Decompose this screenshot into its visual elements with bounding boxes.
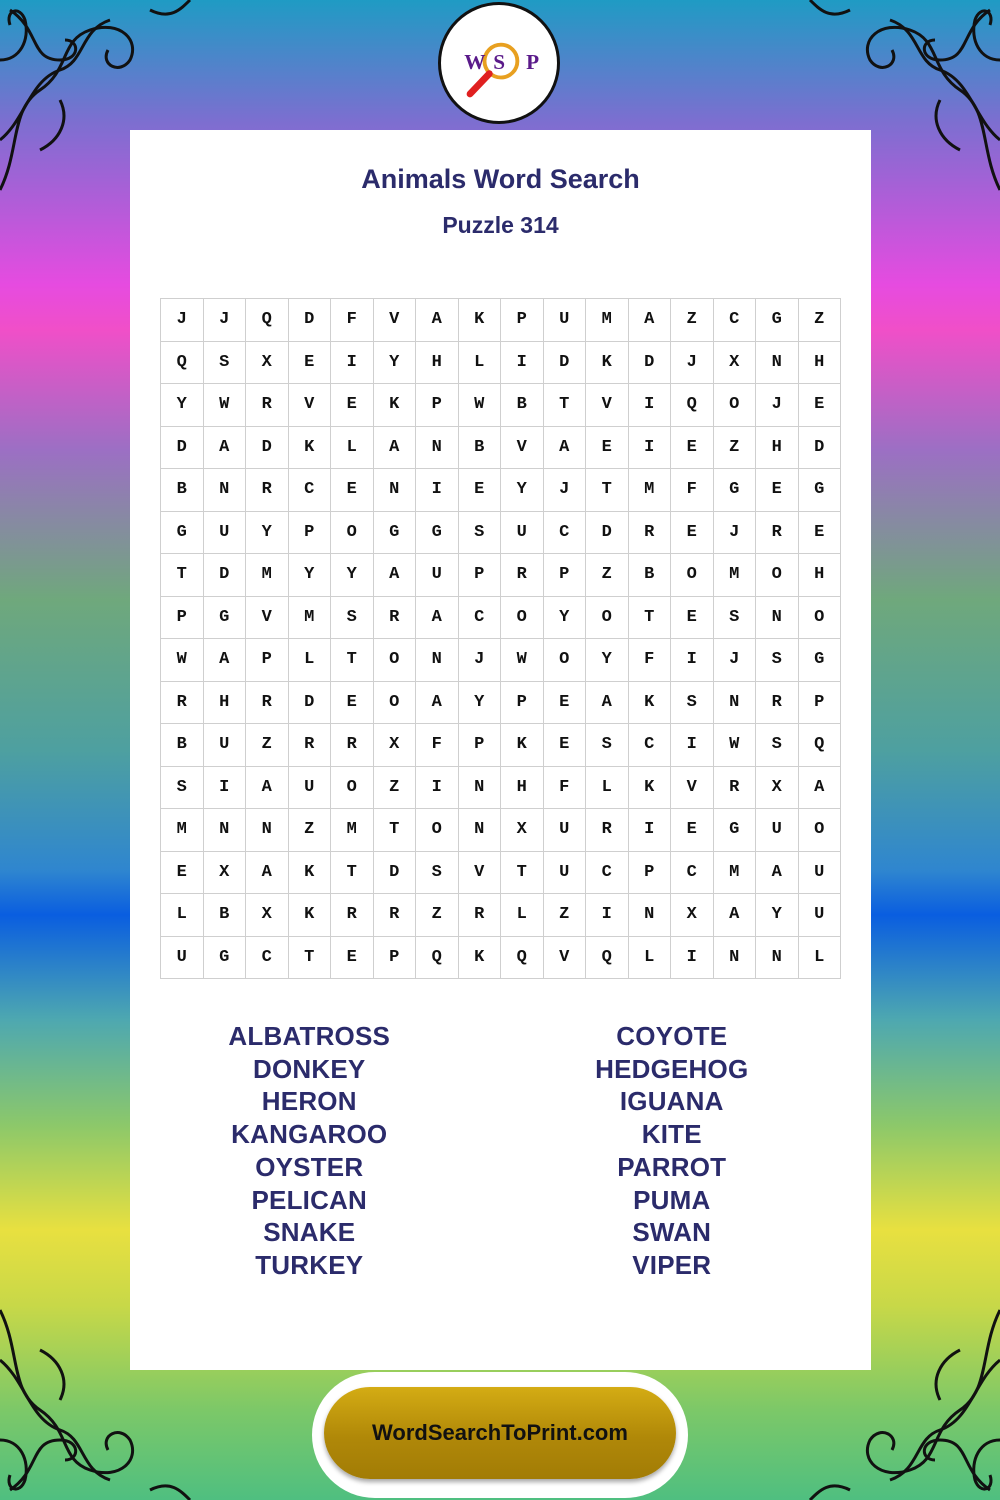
grid-cell[interactable]: N [756, 597, 799, 640]
grid-cell[interactable]: P [459, 554, 502, 597]
grid-cell[interactable]: K [374, 384, 417, 427]
grid-cell[interactable]: N [756, 937, 799, 980]
page-title: Animals Word Search [361, 164, 640, 194]
grid-cell[interactable]: W [714, 724, 757, 767]
grid-cell[interactable]: I [671, 937, 714, 980]
logo-letter-w: W [464, 49, 486, 74]
grid-cell[interactable]: L [161, 894, 204, 937]
grid-cell[interactable]: X [374, 724, 417, 767]
grid-cell[interactable]: I [586, 894, 629, 937]
grid-cell[interactable]: A [374, 427, 417, 470]
grid-cell[interactable]: R [246, 469, 289, 512]
grid-cell[interactable]: B [629, 554, 672, 597]
grid-cell[interactable]: J [204, 299, 247, 342]
grid-cell[interactable]: Z [544, 894, 587, 937]
grid-cell[interactable]: R [586, 809, 629, 852]
grid-cell[interactable]: C [714, 299, 757, 342]
grid-cell[interactable]: F [416, 724, 459, 767]
word-list-item: KANGAROO [231, 1119, 388, 1150]
grid-cell[interactable]: U [799, 852, 842, 895]
grid-cell[interactable]: C [629, 724, 672, 767]
grid-cell[interactable]: T [374, 809, 417, 852]
grid-cell[interactable]: O [416, 809, 459, 852]
grid-cell[interactable]: Y [459, 682, 502, 725]
grid-cell[interactable]: V [544, 937, 587, 980]
grid-cell[interactable]: I [629, 384, 672, 427]
grid-cell[interactable]: G [799, 639, 842, 682]
grid-cell[interactable]: Q [799, 724, 842, 767]
grid-cell[interactable]: H [756, 427, 799, 470]
grid-cell[interactable]: S [756, 724, 799, 767]
grid-cell[interactable]: O [331, 512, 374, 555]
word-list-item: COYOTE [616, 1021, 728, 1051]
grid-cell[interactable]: J [544, 469, 587, 512]
grid-cell[interactable]: D [799, 427, 842, 470]
grid-cell[interactable]: T [629, 597, 672, 640]
grid-cell[interactable]: R [161, 682, 204, 725]
grid-cell[interactable]: D [289, 682, 332, 725]
grid-cell[interactable]: G [204, 937, 247, 980]
grid-cell[interactable]: K [629, 682, 672, 725]
grid-cell[interactable]: E [331, 384, 374, 427]
grid-cell[interactable]: M [586, 299, 629, 342]
grid-cell[interactable]: Z [246, 724, 289, 767]
grid-cell[interactable]: N [204, 469, 247, 512]
grid-cell[interactable]: E [671, 427, 714, 470]
grid-cell[interactable]: N [714, 682, 757, 725]
grid-cell[interactable]: E [671, 597, 714, 640]
grid-cell[interactable]: R [374, 597, 417, 640]
grid-cell[interactable]: S [416, 852, 459, 895]
grid-cell[interactable]: A [204, 639, 247, 682]
grid-cell[interactable]: N [204, 809, 247, 852]
grid-cell[interactable]: T [331, 639, 374, 682]
grid-cell[interactable]: O [331, 767, 374, 810]
grid-cell[interactable]: M [714, 554, 757, 597]
grid-cell[interactable]: S [331, 597, 374, 640]
grid-cell[interactable]: I [629, 809, 672, 852]
grid-cell[interactable]: Z [289, 809, 332, 852]
word-list-item: HERON [261, 1086, 357, 1117]
grid-cell[interactable]: L [586, 767, 629, 810]
letter-grid [160, 298, 841, 979]
grid-cell[interactable]: A [714, 894, 757, 937]
grid-cell[interactable]: I [331, 342, 374, 385]
grid-cell[interactable]: M [714, 852, 757, 895]
grid-cell[interactable]: A [374, 554, 417, 597]
grid-cell[interactable]: M [629, 469, 672, 512]
grid-cell[interactable]: D [374, 852, 417, 895]
grid-cell[interactable]: D [544, 342, 587, 385]
puzzle-sheet [130, 130, 871, 1370]
grid-cell[interactable]: E [799, 384, 842, 427]
grid-cell[interactable]: G [756, 299, 799, 342]
grid-cell[interactable]: Y [756, 894, 799, 937]
grid-cell[interactable]: B [161, 469, 204, 512]
grid-cell[interactable]: C [289, 469, 332, 512]
word-list-item: DONKEY [253, 1053, 366, 1084]
grid-cell[interactable]: C [586, 852, 629, 895]
word-list-item: PELICAN [251, 1184, 368, 1215]
grid-cell[interactable]: M [331, 809, 374, 852]
grid-cell[interactable]: Z [799, 299, 842, 342]
grid-cell[interactable]: B [459, 427, 502, 470]
grid-cell[interactable]: V [289, 384, 332, 427]
grid-cell[interactable]: A [544, 427, 587, 470]
grid-cell[interactable]: X [501, 809, 544, 852]
grid-cell[interactable]: Q [586, 937, 629, 980]
grid-cell[interactable]: Y [374, 342, 417, 385]
grid-cell[interactable]: J [671, 342, 714, 385]
grid-cell[interactable]: S [756, 639, 799, 682]
grid-cell[interactable]: C [544, 512, 587, 555]
grid-cell[interactable]: Z [671, 299, 714, 342]
grid-cell[interactable]: W [459, 384, 502, 427]
grid-cell[interactable]: V [671, 767, 714, 810]
grid-cell[interactable]: N [629, 894, 672, 937]
grid-cell[interactable]: V [246, 597, 289, 640]
wsp-logo [438, 2, 560, 124]
grid-cell[interactable]: J [714, 639, 757, 682]
grid-cell[interactable]: K [501, 724, 544, 767]
grid-cell[interactable]: N [714, 937, 757, 980]
grid-cell[interactable]: U [289, 767, 332, 810]
grid-cell[interactable]: E [331, 469, 374, 512]
grid-cell[interactable]: R [246, 384, 289, 427]
grid-cell[interactable]: Y [586, 639, 629, 682]
grid-cell[interactable]: T [586, 469, 629, 512]
grid-cell[interactable]: I [671, 724, 714, 767]
grid-cell[interactable]: O [374, 682, 417, 725]
grid-cell[interactable]: L [501, 894, 544, 937]
grid-cell[interactable]: A [416, 597, 459, 640]
grid-cell[interactable]: D [629, 342, 672, 385]
grid-cell[interactable]: N [416, 639, 459, 682]
grid-cell[interactable]: G [714, 469, 757, 512]
grid-cell[interactable]: F [671, 469, 714, 512]
grid-cell[interactable]: J [756, 384, 799, 427]
grid-cell[interactable]: S [459, 512, 502, 555]
grid-cell[interactable]: P [799, 682, 842, 725]
word-list-item: HEDGEHOG [595, 1053, 749, 1084]
grid-cell[interactable]: S [714, 597, 757, 640]
grid-cell[interactable]: P [501, 299, 544, 342]
grid-cell[interactable]: A [204, 427, 247, 470]
grid-cell[interactable]: H [501, 767, 544, 810]
grid-cell[interactable]: G [374, 512, 417, 555]
grid-cell[interactable]: D [246, 427, 289, 470]
grid-cell[interactable]: B [161, 724, 204, 767]
grid-cell[interactable]: P [629, 852, 672, 895]
grid-cell[interactable]: K [289, 852, 332, 895]
grid-cell[interactable]: E [756, 469, 799, 512]
grid-cell[interactable]: R [756, 682, 799, 725]
grid-cell[interactable]: N [459, 809, 502, 852]
logo-letter-p: P [526, 49, 540, 74]
grid-cell[interactable]: U [544, 299, 587, 342]
grid-cell[interactable]: F [629, 639, 672, 682]
grid-cell[interactable]: S [586, 724, 629, 767]
grid-cell[interactable]: R [501, 554, 544, 597]
grid-cell[interactable]: N [374, 469, 417, 512]
grid-cell[interactable]: L [629, 937, 672, 980]
grid-cell[interactable]: D [161, 427, 204, 470]
grid-cell[interactable]: M [246, 554, 289, 597]
grid-cell[interactable]: N [416, 427, 459, 470]
grid-cell[interactable]: R [331, 724, 374, 767]
grid-cell[interactable]: U [501, 512, 544, 555]
grid-cell[interactable]: U [799, 894, 842, 937]
grid-cell[interactable]: M [161, 809, 204, 852]
grid-cell[interactable]: I [629, 427, 672, 470]
site-banner[interactable] [324, 1387, 676, 1479]
grid-cell[interactable]: E [331, 682, 374, 725]
grid-cell[interactable]: Y [289, 554, 332, 597]
grid-cell[interactable]: K [289, 894, 332, 937]
grid-cell[interactable]: E [586, 427, 629, 470]
grid-cell[interactable]: E [331, 937, 374, 980]
grid-cell[interactable]: Z [374, 767, 417, 810]
grid-cell[interactable]: H [204, 682, 247, 725]
grid-cell[interactable]: K [629, 767, 672, 810]
grid-cell[interactable]: Q [246, 299, 289, 342]
grid-cell[interactable]: A [246, 767, 289, 810]
grid-cell[interactable]: Z [416, 894, 459, 937]
grid-cell[interactable]: K [586, 342, 629, 385]
word-list-item: SWAN [632, 1217, 712, 1248]
grid-cell[interactable]: E [799, 512, 842, 555]
grid-cell[interactable]: G [204, 597, 247, 640]
grid-cell[interactable]: N [246, 809, 289, 852]
grid-cell[interactable]: R [331, 894, 374, 937]
grid-cell[interactable]: E [544, 724, 587, 767]
grid-cell[interactable]: D [289, 299, 332, 342]
grid-cell[interactable]: X [246, 342, 289, 385]
grid-cell[interactable]: T [544, 384, 587, 427]
grid-cell[interactable]: V [501, 427, 544, 470]
grid-cell[interactable]: X [246, 894, 289, 937]
grid-cell[interactable]: E [459, 469, 502, 512]
grid-cell[interactable]: R [629, 512, 672, 555]
grid-cell[interactable]: L [289, 639, 332, 682]
grid-cell[interactable]: O [374, 639, 417, 682]
grid-cell[interactable]: N [756, 342, 799, 385]
grid-cell[interactable]: T [501, 852, 544, 895]
word-list-item: PARROT [617, 1151, 727, 1182]
grid-cell[interactable]: A [799, 767, 842, 810]
grid-cell[interactable]: C [459, 597, 502, 640]
grid-cell[interactable]: D [586, 512, 629, 555]
grid-cell[interactable]: G [714, 809, 757, 852]
grid-cell[interactable]: Y [501, 469, 544, 512]
grid-cell[interactable]: T [161, 554, 204, 597]
word-list-right [487, 1020, 858, 1282]
grid-cell[interactable]: C [671, 852, 714, 895]
grid-cell[interactable]: U [544, 809, 587, 852]
grid-cell[interactable]: R [289, 724, 332, 767]
grid-cell[interactable]: O [714, 384, 757, 427]
word-list-item: VIPER [632, 1249, 712, 1280]
grid-cell[interactable]: O [756, 554, 799, 597]
grid-cell[interactable]: O [799, 597, 842, 640]
grid-cell[interactable]: G [416, 512, 459, 555]
grid-cell[interactable]: O [544, 639, 587, 682]
word-list-item: KITE [641, 1119, 702, 1150]
puzzle-number: Puzzle 314 [442, 212, 559, 238]
grid-cell[interactable]: I [204, 767, 247, 810]
grid-cell[interactable]: G [161, 512, 204, 555]
grid-cell[interactable]: Z [586, 554, 629, 597]
grid-cell[interactable]: O [671, 554, 714, 597]
grid-cell[interactable]: C [246, 937, 289, 980]
grid-cell[interactable]: Q [161, 342, 204, 385]
grid-cell[interactable]: W [161, 639, 204, 682]
grid-cell[interactable]: T [331, 852, 374, 895]
grid-cell[interactable]: P [161, 597, 204, 640]
grid-cell[interactable]: U [161, 937, 204, 980]
grid-cell[interactable]: P [501, 682, 544, 725]
grid-cell[interactable]: O [799, 809, 842, 852]
grid-cell[interactable]: E [289, 342, 332, 385]
grid-cell[interactable]: W [204, 384, 247, 427]
grid-cell[interactable]: Y [331, 554, 374, 597]
grid-cell[interactable]: U [416, 554, 459, 597]
grid-cell[interactable]: S [671, 682, 714, 725]
word-list-item: IGUANA [619, 1086, 724, 1117]
word-list-item: OYSTER [255, 1151, 364, 1182]
grid-cell[interactable]: E [671, 512, 714, 555]
grid-cell[interactable]: J [714, 512, 757, 555]
grid-cell[interactable]: U [204, 512, 247, 555]
grid-cell[interactable]: X [671, 894, 714, 937]
grid-cell[interactable]: R [459, 894, 502, 937]
grid-cell[interactable]: A [246, 852, 289, 895]
grid-cell[interactable]: R [756, 512, 799, 555]
grid-cell[interactable]: A [416, 299, 459, 342]
grid-cell[interactable]: A [756, 852, 799, 895]
grid-cell[interactable]: I [501, 342, 544, 385]
grid-cell[interactable]: E [544, 682, 587, 725]
grid-cell[interactable]: K [289, 427, 332, 470]
grid-cell[interactable]: M [289, 597, 332, 640]
grid-cell[interactable]: Q [501, 937, 544, 980]
grid-cell[interactable]: S [204, 342, 247, 385]
grid-cell[interactable]: A [416, 682, 459, 725]
grid-cell[interactable]: D [204, 554, 247, 597]
grid-cell[interactable]: P [289, 512, 332, 555]
grid-cell[interactable]: V [586, 384, 629, 427]
grid-cell[interactable]: X [204, 852, 247, 895]
grid-cell[interactable]: Q [671, 384, 714, 427]
grid-cell[interactable]: U [756, 809, 799, 852]
grid-cell[interactable]: U [544, 852, 587, 895]
grid-cell[interactable]: Y [161, 384, 204, 427]
word-list-item: SNAKE [263, 1217, 356, 1248]
grid-cell[interactable]: U [204, 724, 247, 767]
grid-cell[interactable]: I [671, 639, 714, 682]
grid-cell[interactable]: T [289, 937, 332, 980]
grid-cell[interactable]: Z [714, 427, 757, 470]
grid-cell[interactable]: Q [416, 937, 459, 980]
grid-cell[interactable]: J [459, 639, 502, 682]
grid-cell[interactable]: P [374, 937, 417, 980]
grid-cell[interactable]: H [416, 342, 459, 385]
grid-cell[interactable]: N [459, 767, 502, 810]
site-url[interactable]: WordSearchToPrint.com [372, 1420, 628, 1445]
grid-cell[interactable]: X [714, 342, 757, 385]
grid-cell[interactable]: R [374, 894, 417, 937]
logo-letter-s: S [493, 49, 506, 74]
grid-cell[interactable]: K [459, 299, 502, 342]
grid-cell[interactable]: Y [246, 512, 289, 555]
grid-cell[interactable]: V [459, 852, 502, 895]
word-list [130, 1020, 871, 1282]
grid-cell[interactable]: B [204, 894, 247, 937]
grid-cell[interactable]: F [331, 299, 374, 342]
grid-cell[interactable]: L [331, 427, 374, 470]
word-list-item: ALBATROSS [228, 1021, 391, 1051]
grid-cell[interactable]: P [246, 639, 289, 682]
grid-cell[interactable]: I [416, 469, 459, 512]
grid-cell[interactable]: Y [544, 597, 587, 640]
grid-cell[interactable]: A [629, 299, 672, 342]
grid-cell[interactable]: W [501, 639, 544, 682]
grid-cell[interactable]: H [799, 554, 842, 597]
grid-cell[interactable]: P [416, 384, 459, 427]
grid-cell[interactable]: R [246, 682, 289, 725]
grid-cell[interactable]: O [586, 597, 629, 640]
word-list-left [124, 1020, 495, 1282]
grid-cell[interactable]: F [544, 767, 587, 810]
grid-cell[interactable]: A [586, 682, 629, 725]
grid-cell[interactable]: K [459, 937, 502, 980]
grid-cell[interactable]: O [501, 597, 544, 640]
grid-cell[interactable]: X [756, 767, 799, 810]
grid-cell[interactable]: S [161, 767, 204, 810]
grid-cell[interactable]: R [714, 767, 757, 810]
grid-cell[interactable]: P [544, 554, 587, 597]
grid-cell[interactable]: G [799, 469, 842, 512]
grid-cell[interactable]: L [799, 937, 842, 980]
grid-cell[interactable]: V [374, 299, 417, 342]
word-list-item: PUMA [633, 1184, 711, 1215]
grid-cell[interactable]: I [416, 767, 459, 810]
grid-cell[interactable]: E [161, 852, 204, 895]
grid-cell[interactable]: B [501, 384, 544, 427]
grid-cell[interactable]: J [161, 299, 204, 342]
word-list-item: TURKEY [255, 1249, 364, 1280]
grid-cell[interactable]: P [459, 724, 502, 767]
grid-cell[interactable]: L [459, 342, 502, 385]
grid-cell[interactable]: H [799, 342, 842, 385]
grid-cell[interactable]: E [671, 809, 714, 852]
